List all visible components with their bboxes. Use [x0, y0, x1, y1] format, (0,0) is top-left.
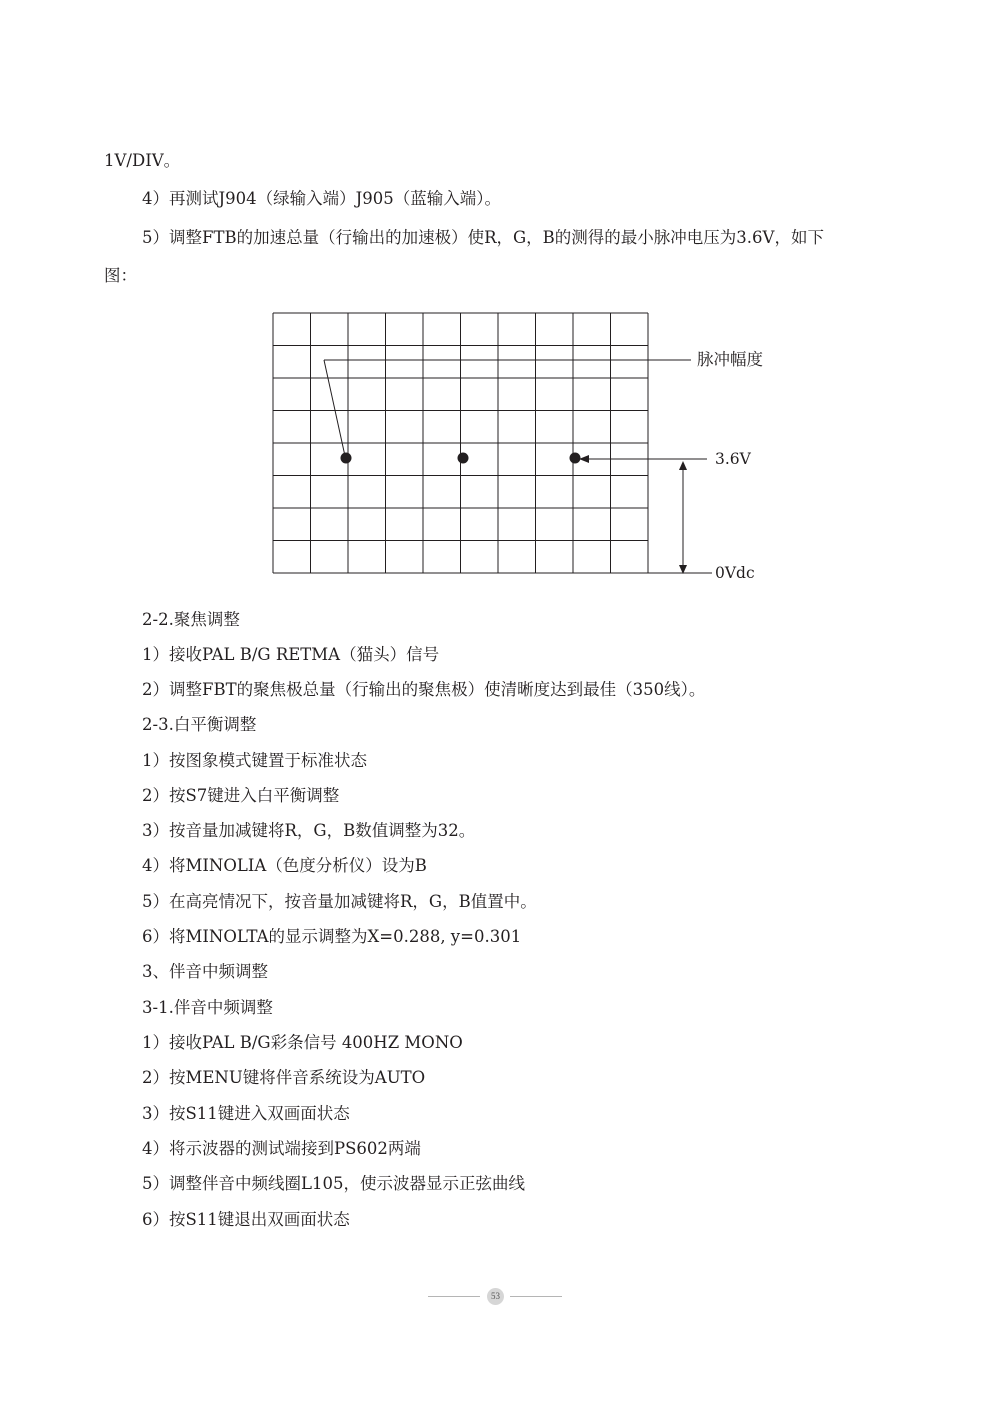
- paragraph-step-4: 4）再测试J904（绿输入端）J905（蓝输入端）。: [142, 189, 501, 208]
- section-heading-3-1: 3-1.伴音中频调整: [142, 998, 273, 1017]
- paragraph-1v-div: 1V/DIV。: [104, 151, 181, 170]
- voltage-arrowhead: [579, 455, 589, 463]
- paragraph: 3）按S11键进入双画面状态: [142, 1104, 350, 1123]
- pulse-amplitude-diagram: [0, 0, 992, 600]
- paragraph: 1）按图象模式键置于标准状态: [142, 751, 367, 770]
- paragraph: 4）将示波器的测试端接到PS602两端: [142, 1139, 421, 1158]
- voltage-label: 3.6V: [715, 450, 751, 468]
- oscilloscope-grid: [273, 313, 648, 573]
- paragraph: 2）按S7键进入白平衡调整: [142, 786, 340, 805]
- paragraph: 5）调整伴音中频线圈L105，使示波器显示正弦曲线: [142, 1174, 525, 1193]
- footer-rule-right: [510, 1296, 562, 1297]
- section-heading-3: 3、伴音中频调整: [142, 962, 268, 981]
- paragraph: 6）按S11键退出双画面状态: [142, 1210, 350, 1229]
- pulse-amplitude-label: 脉冲幅度: [697, 350, 763, 369]
- section-heading-2-2: 2-2.聚焦调整: [142, 610, 240, 629]
- paragraph: 2）按MENU键将伴音系统设为AUTO: [142, 1068, 426, 1087]
- pulse-leader: [324, 360, 691, 456]
- page-number: 53: [487, 1288, 504, 1305]
- paragraph-step-5-cont: 图：: [104, 266, 137, 285]
- amplitude-arrow-up: [679, 461, 687, 470]
- pulse-dot-g: [458, 453, 469, 464]
- section-heading-2-3: 2-3.白平衡调整: [142, 715, 257, 734]
- paragraph: 4）将MINOLIA（色度分析仪）设为B: [142, 856, 427, 875]
- pulse-dot-r: [341, 453, 352, 464]
- paragraph: 6）将MINOLTA的显示调整为X=0.288, y=0.301: [142, 927, 522, 946]
- zero-volt-label: 0Vdc: [715, 564, 755, 582]
- paragraph-step-5: 5）调整FTB的加速总量（行输出的加速极）使R，G，B的测得的最小脉冲电压为3.6V，如下: [142, 228, 824, 247]
- paragraph: 3）按音量加减键将R，G，B数值调整为32。: [142, 821, 476, 840]
- pulse-dot-b: [570, 453, 581, 464]
- footer-rule-left: [428, 1296, 480, 1297]
- paragraph: 1）接收PAL B/G彩条信号 400HZ MONO: [142, 1033, 463, 1052]
- pulse-leader-diagonal: [324, 360, 345, 456]
- paragraph: 1）接收PAL B/G RETMA（猫头）信号: [142, 645, 440, 664]
- paragraph: 5）在高亮情况下，按音量加减键将R，G，B值置中。: [142, 892, 537, 911]
- paragraph: 2）调整FBT的聚焦极总量（行输出的聚焦极）使清晰度达到最佳（350线）。: [142, 680, 706, 699]
